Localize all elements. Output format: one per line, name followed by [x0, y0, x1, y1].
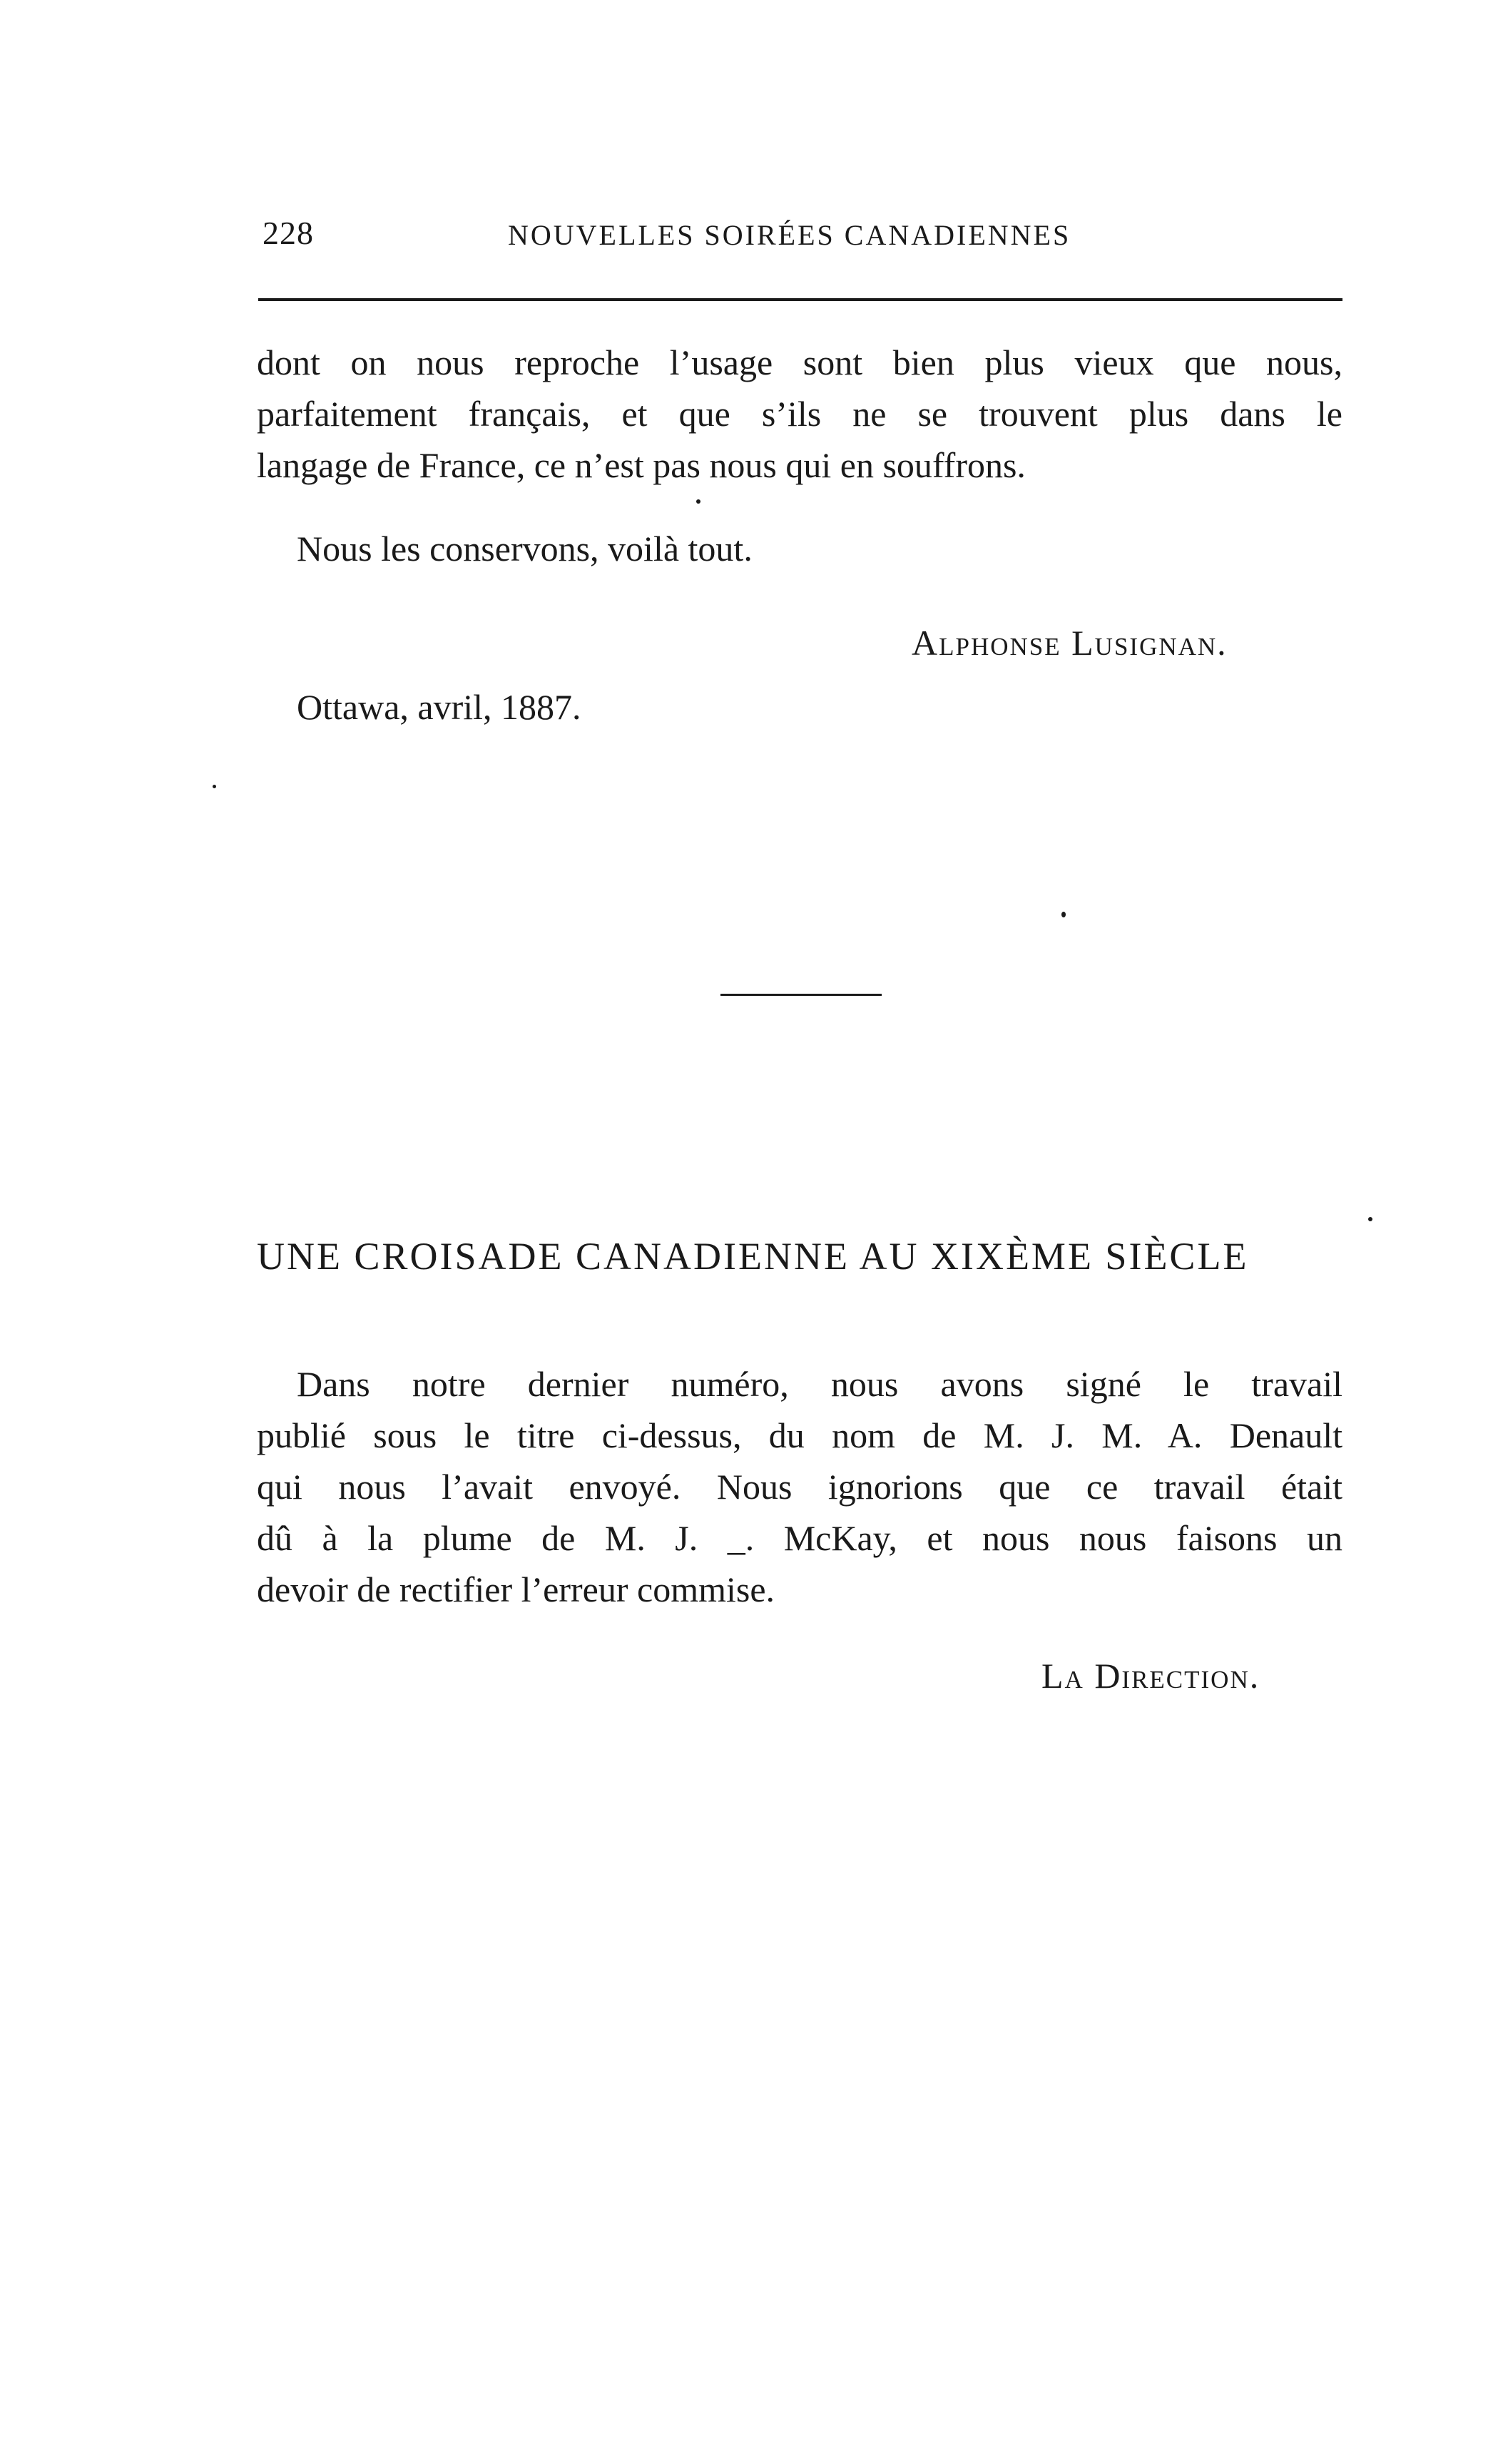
section-divider: [720, 994, 882, 996]
signature-direction: La Direction.: [1041, 1656, 1260, 1696]
dateline: Ottawa, avril, 1887.: [297, 687, 581, 727]
paragraph-1-line: parfaitement français, et que s’ils ne se trouvent plus dans le: [257, 394, 1342, 434]
print-speck: [696, 499, 700, 504]
paragraph-1-line: langage de France, ce n’est pas nous qui en souffrons.: [257, 445, 1026, 485]
running-title: NOUVELLES SOIRÉES CANADIENNES: [508, 219, 1071, 251]
section-title: UNE CROISADE CANADIENNE AU XIXÈME SIÈCLE: [257, 1235, 1249, 1278]
paragraph-3-line: Dans notre dernier numéro, nous avons signé le travail: [297, 1364, 1342, 1404]
paragraph-1: [257, 337, 1342, 491]
print-speck: [1061, 912, 1066, 917]
paragraph-3: [257, 1358, 1342, 1615]
paragraph-3-line: publié sous le titre ci-dessus, du nom de M. J. M. A. Denault: [257, 1415, 1342, 1455]
paragraph-3-line: devoir de rectifier l’erreur commise.: [257, 1569, 775, 1609]
paragraph-1-line: dont on nous reproche l’usage sont bien plus vieux que nous,: [257, 342, 1342, 382]
page-number: 228: [263, 215, 314, 251]
header-rule: [258, 298, 1342, 301]
print-speck: [213, 785, 216, 788]
paragraph-3-line: dû à la plume de M. J. _. McKay, et nous nous faisons un: [257, 1518, 1342, 1558]
print-speck: [1368, 1217, 1372, 1221]
paragraph-2: Nous les conservons, voilà tout.: [297, 529, 753, 569]
paragraph-3-line: qui nous l’avait envoyé. Nous ignorions que ce travail était: [257, 1467, 1342, 1507]
signature-lusignan: Alphonse Lusignan.: [912, 623, 1228, 663]
